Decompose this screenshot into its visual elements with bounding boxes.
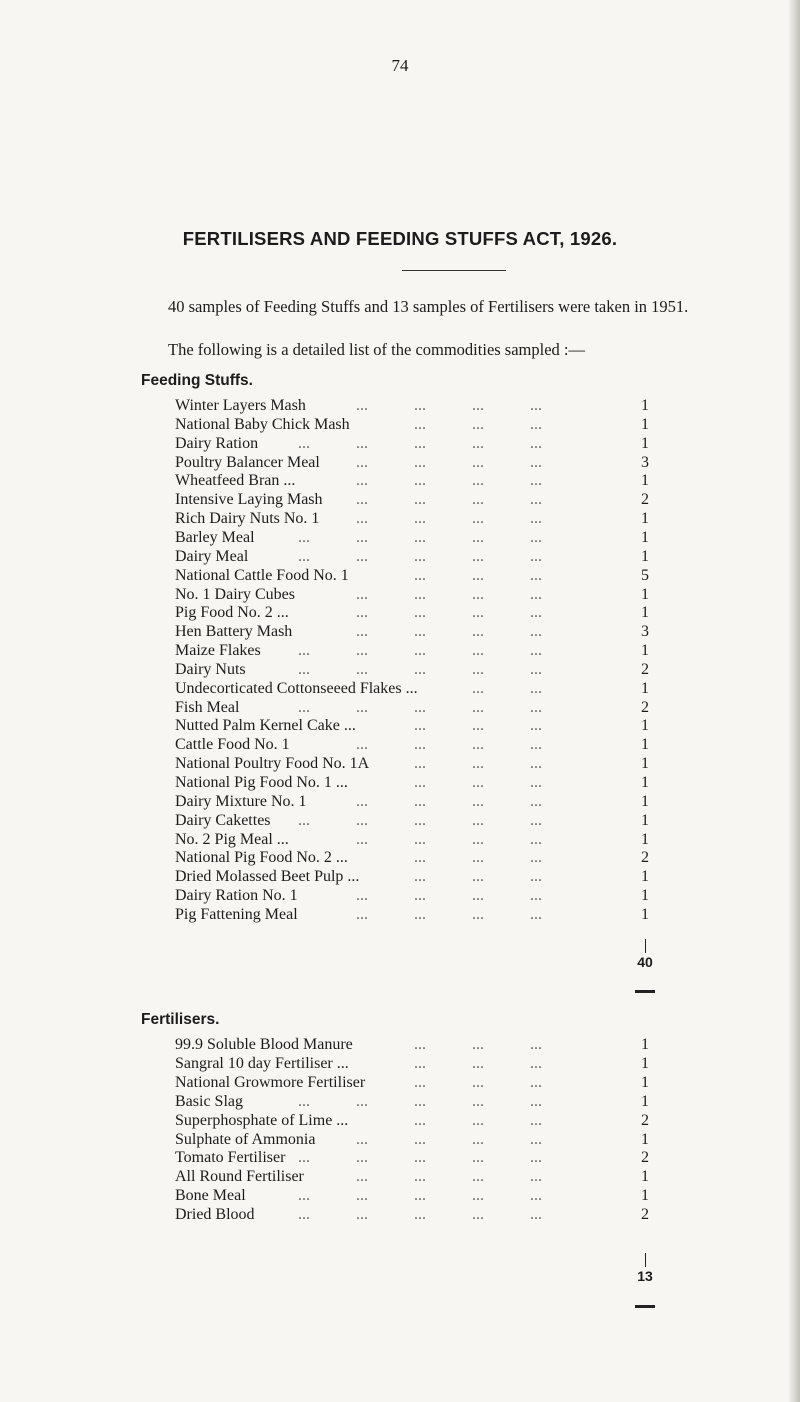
list-item — [0, 886, 800, 905]
item-name: Cattle Food No. 1 — [175, 735, 296, 754]
list-item — [0, 792, 800, 811]
item-name: 99.9 Soluble Blood Manure — [175, 1035, 359, 1054]
list-item — [0, 603, 800, 622]
page-number: 74 — [391, 56, 409, 75]
list-item — [0, 679, 800, 698]
leader-dots: ... ... ... ... — [356, 887, 542, 905]
page-edge-shadow — [788, 0, 800, 1402]
list-intro: The following is a detailed list of the commodities sampled :— — [168, 340, 586, 359]
leader-dots: ... ... ... — [414, 717, 542, 735]
leader-dots: ... ... ... ... — [356, 1130, 542, 1148]
list-item — [0, 547, 800, 566]
item-count: 1 — [641, 528, 649, 546]
list-item — [0, 1111, 800, 1130]
item-count: 1 — [641, 1130, 649, 1148]
item-count: 1 — [641, 415, 649, 433]
fertilisers-heading: Fertilisers. — [141, 1011, 220, 1028]
leader-dots: ... ... ... ... — [356, 830, 542, 848]
list-item — [0, 641, 800, 660]
fertilisers-rule — [645, 1253, 646, 1267]
item-count: 3 — [641, 453, 649, 471]
item-name: Pig Food No. 2 ... — [175, 603, 295, 622]
leader-dots: ... ... ... — [414, 1073, 542, 1091]
list-item — [0, 1148, 800, 1167]
leader-dots: ... ... ... ... — [356, 604, 542, 622]
list-item — [0, 660, 800, 679]
item-name: Tomato Fertiliser — [175, 1148, 291, 1167]
item-name: Wheatfeed Bran ... — [175, 471, 301, 490]
leader-dots: ... ... ... ... ... — [298, 698, 542, 716]
leader-dots: ... ... ... ... — [356, 585, 542, 603]
intro-paragraph: 40 samples of Feeding Stuffs and 13 samples of Fertilisers were taken in 1951. — [168, 297, 689, 316]
item-name: Intensive Laying Mash — [175, 490, 329, 509]
leader-dots: ... ... ... ... ... — [298, 528, 542, 546]
item-count: 1 — [641, 1036, 649, 1053]
item-count: 1 — [641, 1168, 649, 1186]
list-item — [0, 1073, 800, 1092]
leader-dots: ... ... ... ... — [356, 472, 542, 490]
item-name: Hen Battery Mash — [175, 622, 298, 641]
fertilisers-total-dash — [635, 1305, 655, 1308]
leader-dots: ... ... ... ... — [356, 792, 542, 810]
item-name: Winter Layers Mash — [175, 396, 312, 415]
list-item — [0, 585, 800, 604]
item-count: 1 — [641, 1073, 649, 1091]
list-item — [0, 773, 800, 792]
item-count: 1 — [641, 792, 649, 810]
item-count: 1 — [641, 1187, 649, 1205]
item-count: 2 — [641, 1111, 649, 1129]
leader-dots: ... ... ... — [414, 755, 542, 773]
item-name: Barley Meal — [175, 528, 261, 547]
leader-dots: ... ... ... ... ... — [298, 1149, 542, 1167]
list-item — [0, 848, 800, 867]
list-item — [0, 434, 800, 453]
list-item — [0, 1130, 800, 1149]
leader-dots: ... ... ... ... — [356, 1168, 542, 1186]
item-count: 1 — [641, 905, 649, 923]
leader-dots: ... ... ... — [414, 566, 542, 584]
list-item — [0, 1054, 800, 1073]
item-count: 1 — [641, 604, 649, 622]
item-count: 1 — [641, 830, 649, 848]
leader-dots: ... ... — [472, 679, 542, 697]
item-name: Sangral 10 day Fertiliser ... — [175, 1054, 355, 1073]
item-count: 1 — [641, 1092, 649, 1110]
feeding-stuffs-heading: Feeding Stuffs. — [141, 372, 253, 389]
leader-dots: ... ... ... ... ... — [298, 660, 542, 678]
leader-dots: ... ... ... ... — [356, 491, 542, 509]
leader-dots: ... ... ... — [414, 849, 542, 867]
leader-dots: ... ... ... ... ... — [298, 1206, 542, 1224]
list-item — [0, 698, 800, 717]
list-item — [0, 1205, 800, 1224]
list-item — [0, 528, 800, 547]
item-count: 5 — [641, 566, 649, 584]
item-count: 1 — [641, 547, 649, 565]
item-count: 2 — [641, 491, 649, 509]
leader-dots: ... ... ... — [414, 415, 542, 433]
item-count: 1 — [641, 397, 649, 414]
item-name: No. 2 Pig Meal ... — [175, 830, 295, 849]
list-item — [0, 811, 800, 830]
item-name: Poultry Balancer Meal — [175, 453, 326, 472]
item-count: 2 — [641, 1149, 649, 1167]
item-name: Pig Fattening Meal — [175, 905, 304, 924]
list-item — [0, 1035, 800, 1054]
item-count: 2 — [641, 660, 649, 678]
list-item — [0, 1167, 800, 1186]
feeding-stuffs-total-dash — [635, 990, 655, 993]
item-name: Dairy Meal — [175, 547, 254, 566]
item-count: 2 — [641, 1206, 649, 1224]
list-item — [0, 905, 800, 924]
item-name: National Pig Food No. 2 ... — [175, 848, 354, 867]
item-count: 1 — [641, 717, 649, 735]
leader-dots: ... ... ... ... — [356, 510, 542, 528]
list-item — [0, 1186, 800, 1205]
list-item — [0, 735, 800, 754]
item-name: Superphosphate of Lime ... — [175, 1111, 354, 1130]
title-rule — [402, 270, 506, 271]
list-item — [0, 716, 800, 735]
leader-dots: ... ... ... — [414, 774, 542, 791]
leader-dots: ... ... ... ... ... — [298, 642, 542, 660]
item-count: 1 — [641, 774, 649, 791]
list-item — [0, 453, 800, 472]
fertilisers-total: 13 — [637, 1268, 653, 1284]
item-name: Basic Slag — [175, 1092, 249, 1111]
item-name: National Poultry Food No. 1A — [175, 754, 375, 773]
leader-dots: ... ... ... ... — [356, 453, 542, 471]
list-item — [0, 1092, 800, 1111]
list-item — [0, 830, 800, 849]
list-item — [0, 754, 800, 773]
item-count: 1 — [641, 755, 649, 773]
leader-dots: ... ... ... ... ... — [298, 1187, 542, 1205]
item-name: Maize Flakes — [175, 641, 267, 660]
feeding-stuffs-total: 40 — [637, 954, 653, 970]
item-count: 2 — [641, 849, 649, 867]
item-count: 3 — [641, 623, 649, 641]
leader-dots: ... ... ... ... ... — [298, 434, 542, 452]
leader-dots: ... ... ... ... — [356, 397, 542, 414]
item-name: Dairy Ration — [175, 434, 264, 453]
item-name: Dairy Mixture No. 1 — [175, 792, 313, 811]
item-count: 1 — [641, 585, 649, 603]
leader-dots: ... ... ... ... — [356, 736, 542, 754]
list-item — [0, 622, 800, 641]
item-name: Nutted Palm Kernel Cake ... — [175, 716, 362, 735]
leader-dots: ... ... ... ... — [356, 905, 542, 923]
item-name: All Round Fertiliser — [175, 1167, 310, 1186]
list-item — [0, 415, 800, 434]
leader-dots: ... ... ... — [414, 1111, 542, 1129]
item-count: 1 — [641, 642, 649, 660]
item-count: 1 — [641, 510, 649, 528]
leader-dots: ... ... ... ... ... — [298, 811, 542, 829]
item-name: No. 1 Dairy Cubes — [175, 585, 301, 604]
list-item — [0, 396, 800, 415]
item-name: National Baby Chick Mash — [175, 415, 356, 434]
list-item — [0, 471, 800, 490]
leader-dots: ... ... ... — [414, 1054, 542, 1072]
item-count: 1 — [641, 868, 649, 886]
item-count: 1 — [641, 679, 649, 697]
leader-dots: ... ... ... ... ... — [298, 1092, 542, 1110]
item-count: 1 — [641, 1054, 649, 1072]
leader-dots: ... ... ... — [414, 1036, 542, 1053]
item-count: 1 — [641, 887, 649, 905]
item-name: Dairy Cakettes — [175, 811, 277, 830]
item-name: Dried Molassed Beet Pulp ... — [175, 867, 365, 886]
leader-dots: ... ... ... ... — [356, 623, 542, 641]
item-name: Fish Meal — [175, 698, 245, 717]
item-name: National Pig Food No. 1 ... — [175, 773, 354, 792]
item-name: Undecorticated Cottonseeed Flakes ... — [175, 679, 424, 698]
item-count: 1 — [641, 434, 649, 452]
item-count: 2 — [641, 698, 649, 716]
item-count: 1 — [641, 472, 649, 490]
feeding-stuffs-rule — [645, 939, 646, 953]
item-name: National Growmore Fertiliser — [175, 1073, 371, 1092]
item-count: 1 — [641, 736, 649, 754]
list-item — [0, 490, 800, 509]
list-item — [0, 867, 800, 886]
item-name: Rich Dairy Nuts No. 1 — [175, 509, 325, 528]
list-item — [0, 509, 800, 528]
item-count: 1 — [641, 811, 649, 829]
item-name: Dairy Ration No. 1 — [175, 886, 304, 905]
leader-dots: ... ... ... — [414, 868, 542, 886]
item-name: National Cattle Food No. 1 — [175, 566, 355, 585]
page-title: FERTILISERS AND FEEDING STUFFS ACT, 1926. — [182, 228, 618, 249]
item-name: Dairy Nuts — [175, 660, 252, 679]
item-name: Dried Blood — [175, 1205, 261, 1224]
leader-dots: ... ... ... ... ... — [298, 547, 542, 565]
list-item — [0, 566, 800, 585]
item-name: Bone Meal — [175, 1186, 252, 1205]
item-name: Sulphate of Ammonia — [175, 1130, 321, 1149]
